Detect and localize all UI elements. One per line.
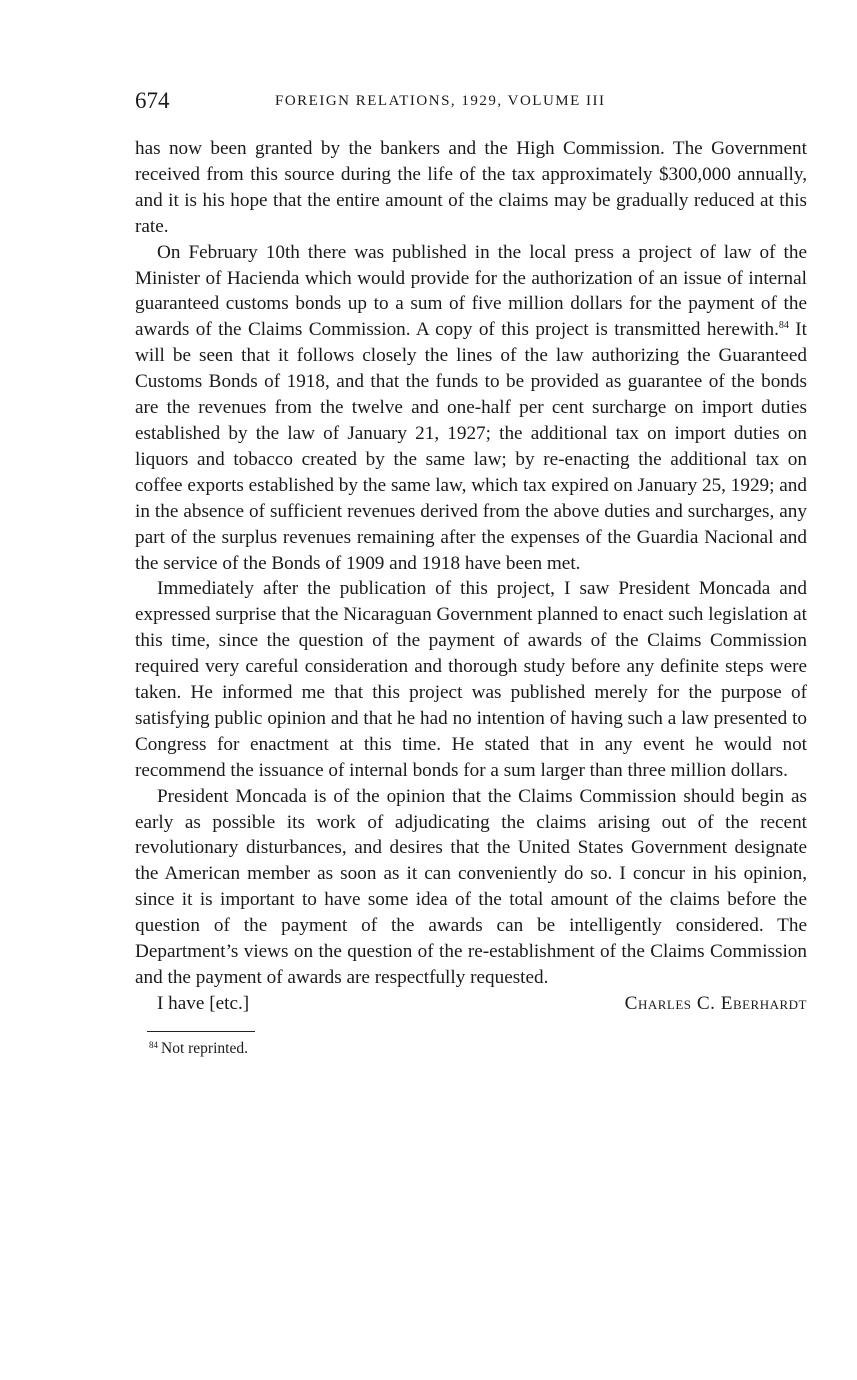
footnote-divider [147,1031,255,1032]
paragraph-1: has now been granted by the bankers and the High Commission. The Government received from this source during the life of the tax approximately $300,000 annually, and it is his hope that the entire amount of the claims may be gradually reduced at this rate. [135,138,807,237]
paragraph-3: Immediately after the publication of this project, I saw President Moncada and expressed surprise that the Nicaraguan Government planned to enact such legislation at this time, since the question of the payment of awards of the Claims Commission required very careful consideration and thorough study before any definite steps were taken. He informed me that this project was published merely for the purpose of satisfying public opinion and that he had no intention of having such a law presented to Congress for enactment at this time. He stated that in any event he would not recommend the issuance of internal bonds for a sum larger than three million dollars. [135,578,807,781]
document-page [135,88,807,1058]
signature: Charles C. Eberhardt [624,992,807,1014]
paragraph-4: President Moncada is of the opinion that the Claims Commission should begin as early as possible its work of adjudicating the claims arising out of the recent revolutionary disturbances, and desires that the United States Government designate the American member as soon as it can conveniently do so. I concur in his opinion, since it is important to have some idea of the total amount of the claims before the question of the payment of the awards can be intelligently considered. The Department’s views on the question of the re-establishment of the Claims Commission and the payment of awards are respectfully requested. [135,785,807,988]
footnote [149,1040,807,1058]
letter-body [135,136,807,991]
paragraph-2 [135,240,807,577]
paragraph-2-text-after: It will be seen that it follows closely the lines of the law authorizing the Guaranteed Customs Bonds of 1918, and that the funds to be provided as guarantee of the bonds are the revenues from the twelve and one-half per cent surcharge on import duties established by the law of January 21, 1927; the additional tax on import duties on liquors and tobacco created by the same law; by re-enacting the additional tax on coffee exports established by the same law, which tax expired on January 25, 1929; and in the absence of sufficient revenues derived from the above duties and surcharges, any part of the surplus revenues remaining after the expenses of the Guardia Nacional and the service of the Bonds of 1909 and 1918 have been met. [135,319,807,574]
running-head [135,88,807,122]
running-title: FOREIGN RELATIONS, 1929, VOLUME III [275,93,606,109]
footnote-text: Not reprinted. [161,1039,248,1057]
page-number: 674 [135,88,170,113]
footnote-mark: 84 [149,1039,158,1050]
signoff [135,991,807,1019]
footnote-reference: 84 [778,320,789,332]
closing: I have [etc.] [157,992,250,1014]
paragraph-2-text-before: On February 10th there was published in the local press a project of law of the Minister of Hacienda which would provide for the authorization of an issue of internal guaranteed customs bonds up to a sum of five million dollars for the payment of the awards of the Claims Commission. A copy of this project is transmitted herewith. [135,241,807,341]
